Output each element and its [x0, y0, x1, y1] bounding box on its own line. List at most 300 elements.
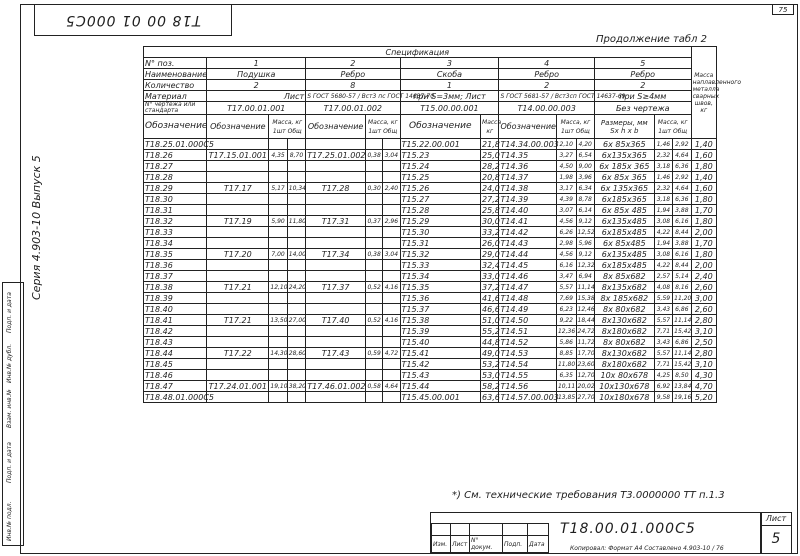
table-cell	[366, 194, 383, 205]
table-cell: Т14.42	[499, 227, 557, 238]
table-cell: 27,70	[577, 393, 595, 401]
table-cell: 2,10	[556, 139, 576, 150]
table-cell	[269, 337, 287, 348]
table-cell: Т18.40	[144, 304, 207, 315]
table-cell: Т14.35	[499, 150, 557, 161]
table-cell: Т18.45	[144, 359, 207, 370]
table-cell: 5,90	[269, 216, 287, 227]
table-cell: 12,70	[577, 371, 595, 379]
table-cell: 6,86	[673, 304, 691, 315]
sizes-label: Размеры, мм Sх h х b	[594, 115, 654, 139]
table-cell	[306, 293, 366, 304]
table-cell	[269, 238, 287, 249]
table-cell: 8х 85х682	[594, 271, 654, 282]
table-cell	[269, 370, 287, 381]
table-cell: 2,92	[673, 139, 691, 150]
table-cell: Т17.31	[306, 216, 366, 227]
table-cell	[287, 359, 305, 370]
table-cell: Т14.43	[499, 238, 557, 249]
table-cell: Т18.48.01.000С5	[145, 392, 214, 402]
table-row	[144, 370, 717, 381]
table-cell	[366, 359, 383, 370]
table-row	[144, 139, 717, 150]
table-cell: Т15.25	[400, 172, 481, 183]
table-cell: 0,38	[367, 250, 381, 258]
table-cell: 6х135х485	[594, 216, 654, 227]
table-cell	[306, 172, 366, 183]
table-cell: 2,40	[384, 184, 399, 192]
table-cell	[207, 337, 269, 348]
table-cell: Т18.25.01.000С5	[145, 139, 214, 149]
col3-drawing: Т15.00.00.001	[400, 102, 499, 115]
table-cell: Т18.39	[144, 293, 207, 304]
table-cell	[383, 161, 400, 172]
drawing-label: N° чертежа или стандарта	[144, 102, 207, 115]
table-cell: 10,11	[557, 382, 576, 390]
table-cell: 2,32	[654, 183, 672, 194]
table-cell: 4,56	[556, 249, 576, 260]
designation-label-1: Обозначение	[207, 115, 269, 139]
table-cell: 4,64	[673, 150, 691, 161]
table-cell	[366, 205, 383, 216]
table-cell: 5,86	[556, 337, 576, 348]
table-cell: 4,08	[654, 282, 672, 293]
table-cell: 7,69	[556, 293, 576, 304]
weld-mass-header: Масса наплавленного металла сварных швов, кг	[691, 47, 716, 139]
table-cell: 6х 85х 365	[594, 172, 654, 183]
table-cell	[207, 304, 269, 315]
table-cell: 8х180х682	[594, 326, 654, 337]
table-cell: Т15.34	[400, 271, 481, 282]
table-cell: 28,60	[288, 349, 306, 357]
table-cell: 9,00	[576, 161, 594, 172]
col4-material: S ГОСТ 5681-57 / Вст3сп ГОСТ 14637-69	[500, 92, 626, 100]
table-cell	[366, 172, 383, 183]
table-cell: 10х 80х678	[594, 370, 654, 381]
table-cell: 6х185х365	[594, 194, 654, 205]
table-cell: 4,56	[556, 216, 576, 227]
table-cell: 27,2	[482, 194, 500, 204]
table-cell: 8,44	[673, 227, 691, 238]
table-cell: Т18.35	[144, 249, 207, 260]
table-cell: 7,71	[654, 359, 672, 370]
name-label: Наименование	[145, 69, 208, 79]
table-cell: 13,50	[270, 316, 288, 324]
table-cell	[269, 172, 287, 183]
table-cell: Т15.45.00.001	[400, 392, 481, 403]
table-cell: 6х 185х 365	[594, 161, 654, 172]
table-cell: 1,80	[691, 249, 716, 260]
table-cell: 24,0	[482, 183, 500, 193]
table-cell	[287, 227, 305, 238]
table-cell: 10х180х678	[594, 392, 654, 403]
table-cell: Т14.51	[499, 326, 557, 337]
table-cell: 0,52	[367, 316, 381, 324]
table-cell: 6,86	[673, 337, 691, 348]
title-block-labels	[431, 523, 549, 553]
table-cell: 5,14	[673, 271, 691, 282]
table-cell: 11,14	[674, 349, 692, 357]
table-cell: 0,38	[367, 151, 381, 159]
tb-label-sign: Подп.	[503, 536, 528, 553]
mass-label-5: Масса, кг 1шт Общ	[654, 115, 691, 139]
table-cell: 63,6	[482, 392, 500, 402]
col5-material: при S≥4мм	[594, 91, 691, 102]
table-cell: 7,00	[269, 249, 287, 260]
col3-qty: 1	[400, 80, 499, 91]
table-cell: 3,43	[654, 304, 672, 315]
table-cell: Т18.34	[144, 238, 207, 249]
table-cell	[207, 227, 269, 238]
table-cell: Т15.23	[400, 150, 481, 161]
col1-qty: 2	[207, 80, 306, 91]
table-cell: Т15.36	[400, 293, 481, 304]
table-cell: 6,35	[556, 370, 576, 381]
table-cell: 2,98	[556, 238, 576, 249]
table-cell	[287, 161, 305, 172]
continuation-label: Продолжение табл 2	[596, 34, 707, 45]
table-cell: 1,80	[691, 194, 716, 205]
table-cell: 5,57	[654, 315, 672, 326]
table-row	[144, 216, 717, 227]
table-cell: 15,38	[577, 294, 595, 302]
tb-label-list: Лист	[451, 536, 470, 553]
table-cell: 11,14	[674, 316, 692, 324]
table-cell: Т18.38	[144, 282, 207, 293]
table-cell: Т14.44	[499, 249, 557, 260]
col1-drawing: Т17.00.01.001	[207, 102, 306, 115]
sheet-number: 5	[771, 531, 781, 547]
designation-label-3: Обозначение	[400, 115, 481, 139]
table-cell: 13,84	[674, 382, 692, 390]
table-cell: 7,71	[654, 326, 672, 337]
table-cell	[306, 337, 366, 348]
table-cell	[383, 326, 400, 337]
table-cell	[287, 392, 305, 403]
table-cell	[287, 293, 305, 304]
table-cell: 0,59	[367, 349, 381, 357]
table-cell: Т14.47	[499, 282, 557, 293]
table-cell	[207, 139, 269, 150]
table-cell: Т18.27	[144, 161, 207, 172]
table-cell: 4,64	[384, 382, 399, 390]
table-cell	[269, 260, 287, 271]
table-cell: 1,46	[654, 139, 672, 150]
table-cell: Т14.52	[499, 337, 557, 348]
table-cell: 3,96	[576, 172, 594, 183]
table-cell	[287, 260, 305, 271]
table-cell: Т14.56	[499, 381, 557, 392]
table-cell: 3,47	[556, 271, 576, 282]
table-cell	[366, 139, 383, 150]
col1-num: 1	[207, 58, 306, 69]
mass-label-2: Масса, кг 1шт Общ	[366, 115, 401, 139]
table-cell: Т15.40	[400, 337, 481, 348]
table-cell: 5,57	[654, 348, 672, 359]
table-cell: 8х180х682	[594, 359, 654, 370]
table-cell: 6х135х485	[594, 249, 654, 260]
table-cell	[269, 271, 287, 282]
table-cell: 1,94	[654, 205, 672, 216]
table-cell: 11,80	[557, 360, 576, 368]
table-cell: 33,0	[482, 271, 500, 281]
table-cell: 51,0	[482, 315, 500, 325]
table-cell	[269, 359, 287, 370]
table-cell: 6,23	[556, 304, 576, 315]
table-cell	[287, 271, 305, 282]
table-cell: 23,60	[577, 360, 595, 368]
table-cell	[383, 370, 400, 381]
table-cell	[383, 337, 400, 348]
table-cell	[287, 304, 305, 315]
table-cell	[306, 326, 366, 337]
side-label-2: Подп. и дата	[6, 442, 13, 483]
side-label-3: Взам. инв.№	[6, 389, 13, 428]
table-cell: 2,00	[691, 227, 716, 238]
table-cell: 4,50	[556, 161, 576, 172]
table-cell: Т15.44	[400, 381, 481, 392]
table-cell: 3,07	[556, 205, 576, 216]
table-cell	[287, 139, 305, 150]
table-cell: 4,39	[556, 194, 576, 205]
sheet-box	[760, 512, 792, 554]
table-cell: Т18.26	[144, 150, 207, 161]
table-cell	[207, 293, 269, 304]
table-cell: 5,57	[556, 282, 576, 293]
table-cell: Т14.36	[499, 161, 557, 172]
table-cell	[306, 392, 366, 403]
table-cell: 6х185х485	[594, 227, 654, 238]
table-cell: Т17.28	[306, 183, 366, 194]
table-cell: 12,36	[557, 327, 576, 335]
table-cell: 24,72	[577, 327, 595, 335]
table-cell: Т14.54	[499, 359, 557, 370]
table-cell	[269, 205, 287, 216]
pos-label: N° поз.	[144, 58, 207, 69]
mass-label-1: Масса, кг 1шт Общ	[269, 115, 306, 139]
table-cell	[383, 194, 400, 205]
table-row	[144, 337, 717, 348]
table-cell: 4,30	[691, 370, 716, 381]
table-cell: 1,46	[654, 172, 672, 183]
table-cell: 8х130х682	[594, 348, 654, 359]
table-row	[144, 293, 717, 304]
col1-name: Подушка	[207, 69, 306, 80]
table-cell: 1,60	[691, 150, 716, 161]
table-cell: 8х 80х682	[594, 337, 654, 348]
col3-material: при S=3мм; Лист	[400, 91, 499, 102]
footnote: *) См. технические требования Т3.0000000 ТТ п.1.3	[452, 490, 725, 501]
table-cell: 20,8	[482, 172, 500, 182]
table-cell: Т14.53	[499, 348, 557, 359]
table-cell	[383, 293, 400, 304]
table-cell	[383, 271, 400, 282]
table-cell: 2,00	[691, 260, 716, 271]
table-cell: 6х 85х485	[594, 238, 654, 249]
mass-label-4: Масса, кг 1шт Общ	[556, 115, 594, 139]
col2-material-b: S ГОСТ 5680-57 / Вст3 пс ГОСТ 14637-70	[307, 92, 435, 100]
table-cell: 2,96	[384, 217, 399, 225]
specification-table	[143, 46, 742, 403]
table-cell: 25,0	[482, 150, 500, 160]
table-cell: 2,60	[691, 282, 716, 293]
table-row	[144, 249, 717, 260]
col5-num: 5	[594, 58, 691, 69]
table-row	[144, 282, 717, 293]
table-cell: 2,92	[673, 172, 691, 183]
table-cell: 8х 185х682	[594, 293, 654, 304]
table-cell: 3,10	[691, 326, 716, 337]
table-cell: 6х 85х 485	[594, 205, 654, 216]
table-cell: 11,80	[288, 217, 306, 225]
table-row	[144, 238, 717, 249]
table-cell: 1,60	[691, 183, 716, 194]
table-cell: 49,0	[482, 348, 500, 358]
table-cell: Т17.21	[207, 282, 269, 293]
table-cell: Т18.47	[144, 381, 207, 392]
table-cell: Т18.43	[144, 337, 207, 348]
col4-name: Ребро	[499, 69, 594, 80]
table-cell	[383, 172, 400, 183]
table-cell	[366, 238, 383, 249]
table-cell: 9,12	[576, 216, 594, 227]
table-cell	[269, 227, 287, 238]
table-cell: 8,70	[287, 150, 305, 161]
table-cell: Т17.37	[306, 282, 366, 293]
table-cell: 3,08	[654, 216, 672, 227]
table-cell: 4,22	[654, 227, 672, 238]
table-cell	[383, 260, 400, 271]
table-cell	[306, 161, 366, 172]
table-cell: Т14.38	[499, 183, 557, 194]
table-cell: Т14.37	[499, 172, 557, 183]
table-cell: Т15.33	[400, 260, 481, 271]
table-cell: 9,58	[654, 392, 672, 403]
table-cell: Т14.40	[499, 205, 557, 216]
table-cell: 1,40	[691, 172, 716, 183]
table-cell: Т15.41	[400, 348, 481, 359]
spec-body	[144, 139, 717, 403]
table-cell	[383, 205, 400, 216]
table-cell: 6,16	[673, 249, 691, 260]
table-cell: 26,0	[482, 238, 500, 248]
table-cell: 4,35	[269, 150, 287, 161]
tb-label-izm: Изм.	[432, 536, 451, 553]
table-cell	[269, 392, 287, 403]
table-cell: 1,40	[691, 139, 716, 150]
qty-label: Количество	[144, 80, 207, 91]
table-cell: 19,16	[674, 393, 692, 401]
table-cell: 53,0	[482, 370, 500, 380]
tb-label-date: Дата	[528, 536, 549, 553]
table-cell: 4,72	[384, 349, 399, 357]
table-cell: 41,6	[482, 293, 500, 303]
table-cell: 3,27	[556, 150, 576, 161]
table-cell: 3,08	[654, 249, 672, 260]
table-cell: 24,20	[288, 283, 306, 291]
table-cell: 8,44	[673, 260, 691, 271]
table-cell: 2,80	[691, 315, 716, 326]
table-cell	[207, 359, 269, 370]
table-cell: 12,46	[577, 305, 595, 313]
table-cell: 5,20	[691, 392, 716, 403]
table-cell: Т17.20	[207, 249, 269, 260]
table-cell	[383, 139, 400, 150]
table-cell: 2,80	[691, 348, 716, 359]
table-cell	[383, 392, 400, 403]
table-row	[144, 271, 717, 282]
table-cell: Т15.28	[400, 205, 481, 216]
table-cell: 10х130х678	[594, 381, 654, 392]
col2-qty: 8	[306, 80, 400, 91]
table-cell: Т15.43	[400, 370, 481, 381]
table-cell: Т17.19	[207, 216, 269, 227]
table-cell: Т15.31	[400, 238, 481, 249]
table-cell	[287, 205, 305, 216]
table-cell: Т17.43	[306, 348, 366, 359]
table-cell: Т18.37	[144, 271, 207, 282]
title-block-code: Т18.00.01.000С5	[560, 521, 696, 537]
table-cell: 4,70	[691, 381, 716, 392]
table-cell	[207, 205, 269, 216]
table-cell: 5,17	[269, 183, 287, 194]
table-cell	[207, 370, 269, 381]
table-cell	[306, 238, 366, 249]
table-cell: Т15.38	[400, 315, 481, 326]
table-row	[144, 172, 717, 183]
table-row	[144, 381, 717, 392]
table-cell	[287, 238, 305, 249]
table-cell: Т17.15.01.001	[208, 150, 267, 160]
table-cell: 17,70	[577, 349, 595, 357]
table-cell: Т15.42	[400, 359, 481, 370]
col3-num: 3	[400, 58, 499, 69]
table-cell: 6х 135х365	[594, 183, 654, 194]
designation-label: Обозначение	[144, 115, 207, 139]
table-cell	[287, 370, 305, 381]
table-cell: Т14.50	[499, 315, 557, 326]
table-cell	[207, 194, 269, 205]
table-cell: Т15.35	[400, 282, 481, 293]
table-cell: 3,04	[384, 250, 399, 258]
col5-qty: 2	[594, 80, 691, 91]
table-cell: 29,0	[482, 249, 500, 259]
table-cell: 1,70	[691, 205, 716, 216]
table-cell: Т18.32	[144, 216, 207, 227]
table-cell	[383, 238, 400, 249]
bottom-line: Копировал: Формат А4 Составлено 4.903-10 / 76	[570, 545, 724, 552]
designation-label-2: Обозначение	[306, 115, 366, 139]
table-cell	[207, 238, 269, 249]
table-row	[144, 150, 717, 161]
table-cell: 19,10	[270, 382, 288, 390]
table-row	[144, 227, 717, 238]
table-cell: Т15.39	[400, 326, 481, 337]
table-cell: 30,0	[482, 216, 500, 226]
table-cell	[269, 194, 287, 205]
table-cell	[306, 304, 366, 315]
table-cell: 33,2	[482, 227, 500, 237]
table-cell	[269, 161, 287, 172]
table-cell	[383, 304, 400, 315]
table-cell: 46,6	[482, 304, 500, 314]
table-cell: Т15.24	[400, 161, 481, 172]
table-cell: 3,18	[654, 161, 672, 172]
table-cell: 11,72	[577, 338, 595, 346]
table-cell: 6,36	[673, 161, 691, 172]
table-cell: 3,18	[654, 194, 672, 205]
table-cell: Т15.30	[400, 227, 481, 238]
